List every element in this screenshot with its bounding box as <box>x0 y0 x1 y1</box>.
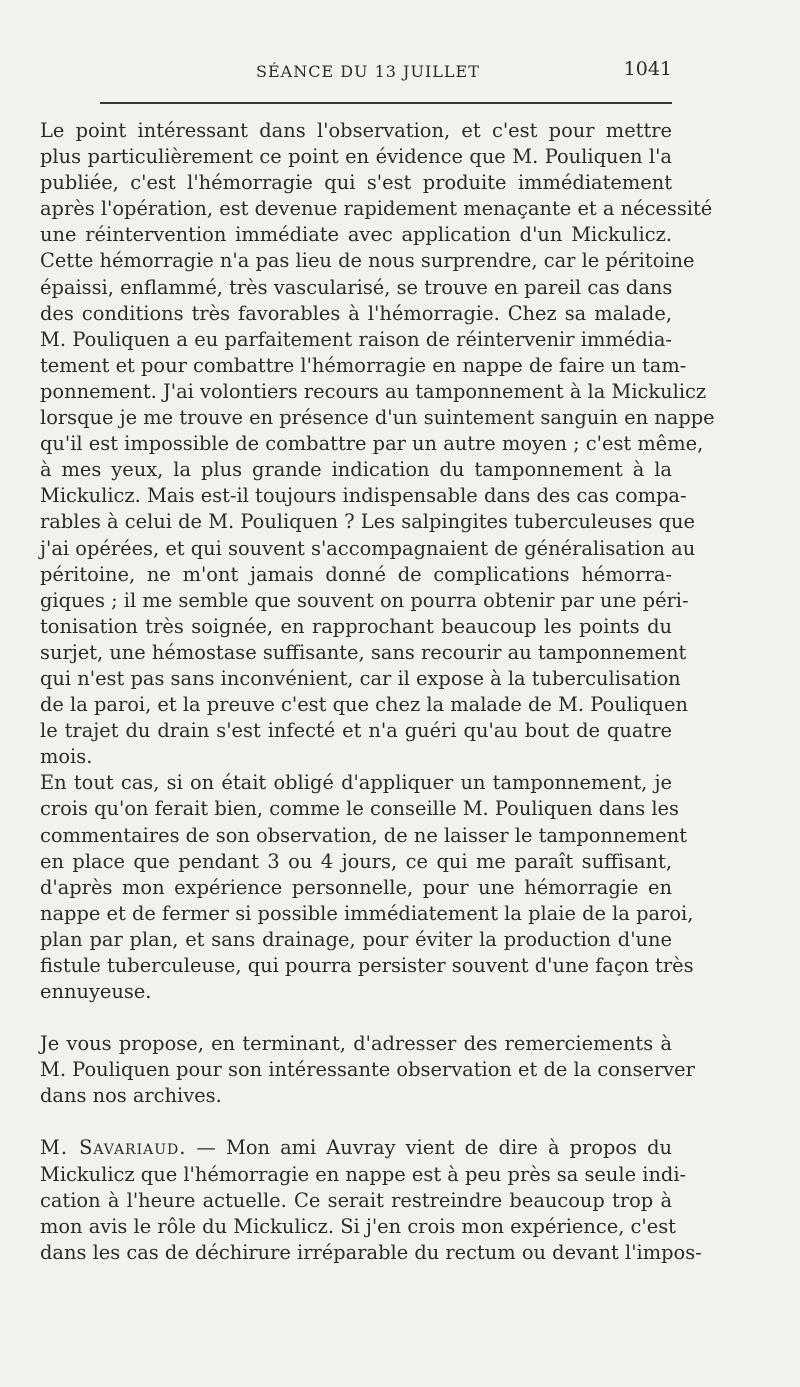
line-text: Je vous propose, en terminant, d'adresser des remerciements à <box>40 1032 672 1056</box>
text-line <box>40 509 695 535</box>
text-line <box>40 1188 672 1214</box>
text-line <box>40 1162 687 1188</box>
line-text: en place que pendant 3 ou 4 jours, ce qui me paraît suffisant, <box>40 849 672 873</box>
line-text: qui n'est pas sans inconvénient, car il expose à la tuberculisation <box>40 666 681 690</box>
line-text: Mickulicz que l'hémorragie en nappe est à peu près sa seule indi- <box>40 1162 687 1186</box>
text-line <box>40 405 715 431</box>
line-text: ponnement. J'ai volontiers recours au tamponnement à la Mickulicz <box>40 379 707 403</box>
line-text: M. Pouliquen pour son intéressante observation et de la conserver <box>40 1058 695 1082</box>
line-text: plus particulièrement ce point en évidence que M. Pouliquen l'a <box>40 145 672 169</box>
text-line <box>40 614 672 640</box>
body-text <box>40 118 715 1266</box>
line-text: — Mon ami Auvray vient de dire à propos du <box>186 1136 672 1160</box>
line-text: une réintervention immédiate avec application d'un Mickulicz. <box>40 223 672 247</box>
line-text: surjet, une hémostase suffisante, sans recourir au tamponnement <box>40 640 687 664</box>
page-number: 1041 <box>623 58 672 80</box>
line-text: M. Pouliquen a eu parfaitement raison de réintervenir immédia- <box>40 327 672 351</box>
line-text: En tout cas, si on était obligé d'appliquer un tamponnement, je <box>40 771 672 795</box>
text-line <box>40 1240 702 1266</box>
paragraph-2 <box>40 770 694 1005</box>
text-line <box>40 823 688 849</box>
text-line <box>40 353 687 379</box>
line-text: rables à celui de M. Pouliquen ? Les salpingites tuberculeuses que <box>40 510 695 534</box>
text-line <box>40 588 689 614</box>
paragraph-3 <box>40 1031 695 1109</box>
paragraph-1 <box>40 118 715 770</box>
text-line <box>40 170 672 196</box>
text-line <box>40 301 672 327</box>
paragraph-gap <box>40 1109 672 1135</box>
text-line <box>40 1214 676 1240</box>
line-text: plan par plan, et sans drainage, pour éviter la production d'une <box>40 927 672 951</box>
text-line <box>40 118 672 144</box>
text-line <box>40 718 672 744</box>
text-line <box>40 457 672 483</box>
line-text: giques ; il me semble que souvent on pourra obtenir par une péri- <box>40 588 689 612</box>
speaker-name: M. Savariaud. <box>40 1136 187 1160</box>
text-line <box>40 1031 672 1057</box>
text-line <box>40 1083 672 1109</box>
line-text: qu'il est impossible de combattre par un autre moyen ; c'est même, <box>40 432 704 456</box>
text-line <box>40 248 695 274</box>
text-line <box>40 1057 695 1083</box>
text-line <box>40 275 672 301</box>
line-text: dans nos archives. <box>40 1084 222 1108</box>
text-line <box>40 875 672 901</box>
running-title: SÉANCE DU 13 JUILLET <box>256 62 480 81</box>
line-text: ennuyeuse. <box>40 980 152 1004</box>
line-text: Cette hémorragie n'a pas lieu de nous surprendre, car le péritoine <box>40 249 695 273</box>
line-text: cation à l'heure actuelle. Ce serait restreindre beaucoup trop à <box>40 1188 672 1212</box>
line-text: lorsque je me trouve en présence d'un suintement sanguin en nappe <box>40 406 715 430</box>
text-line <box>40 796 679 822</box>
text-line <box>40 666 681 692</box>
text-line <box>40 692 688 718</box>
text-line <box>40 770 672 796</box>
text-line <box>40 327 672 353</box>
line-text: d'après mon expérience personnelle, pour une hémorragie en <box>40 875 672 899</box>
line-text: mon avis le rôle du Mickulicz. Si j'en crois mon expérience, c'est <box>40 1214 676 1238</box>
line-text: mois. <box>40 745 93 769</box>
line-text: Mickulicz. Mais est-il toujours indispensable dans des cas compa- <box>40 484 687 508</box>
line-text: péritoine, ne m'ont jamais donné de complications hémorra- <box>40 562 672 586</box>
line-text: Le point intéressant dans l'observation, et c'est pour mettre <box>40 119 672 142</box>
running-header <box>100 58 672 86</box>
text-line <box>40 849 672 875</box>
text-line <box>40 1135 672 1161</box>
line-text: des conditions très favorables à l'hémorragie. Chez sa malade, <box>40 301 672 325</box>
text-line <box>40 640 687 666</box>
text-line <box>40 953 694 979</box>
line-text: le trajet du drain s'est infecté et n'a guéri qu'au bout de quatre <box>40 719 672 743</box>
line-text: après l'opération, est devenue rapidement menaçante et a nécessité <box>40 197 713 221</box>
text-line <box>40 979 672 1005</box>
text-line <box>40 144 672 170</box>
paragraph-gap <box>40 1005 672 1031</box>
text-line <box>40 222 672 248</box>
text-line <box>40 379 707 405</box>
paragraph-4 <box>40 1135 702 1265</box>
line-text: nappe et de fermer si possible immédiatement la plaie de la paroi, <box>40 901 694 925</box>
line-text: à mes yeux, la plus grande indication du tamponnement à la <box>40 458 672 482</box>
text-line <box>40 562 672 588</box>
text-line <box>40 927 672 953</box>
line-text: dans les cas de déchirure irréparable du rectum ou devant l'impos- <box>40 1240 702 1264</box>
line-text: crois qu'on ferait bien, comme le conseille M. Pouliquen dans les <box>40 797 679 821</box>
line-text: fistule tuberculeuse, qui pourra persister souvent d'une façon très <box>40 954 694 977</box>
text-line <box>40 483 687 509</box>
line-text: tement et pour combattre l'hémorragie en nappe de faire un tam- <box>40 353 687 377</box>
text-line <box>40 536 696 562</box>
text-line <box>40 196 713 222</box>
line-text: épaissi, enflammé, très vascularisé, se trouve en pareil cas dans <box>40 275 673 299</box>
line-text: tonisation très soignée, en rapprochant beaucoup les points du <box>40 614 672 638</box>
header-rule <box>100 102 672 104</box>
line-text: de la paroi, et la preuve c'est que chez la malade de M. Pouliquen <box>40 693 688 717</box>
text-line <box>40 744 672 770</box>
text-line <box>40 901 694 927</box>
line-text: publiée, c'est l'hémorragie qui s'est produite immédiatement <box>40 171 672 195</box>
line-text: j'ai opérées, et qui souvent s'accompagnaient de généralisation au <box>40 536 696 560</box>
text-line <box>40 431 704 457</box>
line-text: commentaires de son observation, de ne laisser le tamponnement <box>40 823 688 847</box>
